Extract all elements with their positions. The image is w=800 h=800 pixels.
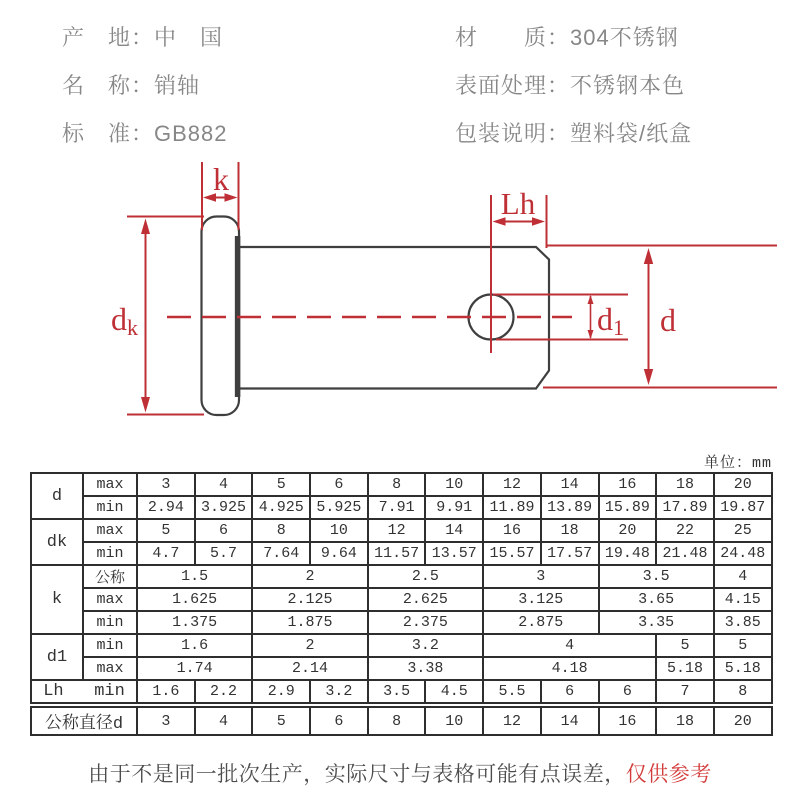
table-cell: 5.925 <box>310 496 368 519</box>
table-cell: 21.48 <box>656 542 714 565</box>
info-origin: 产 地：中 国 <box>62 25 224 50</box>
table-cell: 2.14 <box>252 657 367 680</box>
table-cell: 2.5 <box>368 565 483 588</box>
table-cell: 19.48 <box>599 542 657 565</box>
table-cell: 11.57 <box>368 542 426 565</box>
table-cell: k <box>31 565 83 634</box>
table-cell: 6 <box>195 519 253 542</box>
info-packaging: 包装说明：塑料袋/纸盒 <box>455 121 693 146</box>
table-cell: max <box>83 657 137 680</box>
table-cell: 4.18 <box>483 657 656 680</box>
table-row <box>31 496 772 519</box>
table-cell: Lh min <box>31 680 137 705</box>
table-cell: 15.89 <box>599 496 657 519</box>
table-cell: 22 <box>656 519 714 542</box>
table-cell: 8 <box>252 519 310 542</box>
table-cell: 1.875 <box>252 611 367 634</box>
table-cell: 4 <box>714 565 772 588</box>
table-cell: min <box>83 611 137 634</box>
table-cell: 4.925 <box>252 496 310 519</box>
pin-head-outline <box>202 217 240 416</box>
table-cell: 13.57 <box>425 542 483 565</box>
table-cell: 9.64 <box>310 542 368 565</box>
table-cell: 2.94 <box>137 496 195 519</box>
disclaimer-note <box>0 758 800 788</box>
table-cell: 13.89 <box>541 496 599 519</box>
table-cell: 2.125 <box>252 588 367 611</box>
table-cell: 6 <box>599 680 657 705</box>
table-row <box>31 611 772 634</box>
table-cell: 2.625 <box>368 588 483 611</box>
table-cell: 3.35 <box>599 611 714 634</box>
dim-label-dk: dk <box>111 301 138 340</box>
table-cell: 8 <box>368 473 426 496</box>
table-cell: 20 <box>714 705 772 735</box>
table-cell: 4 <box>195 705 253 735</box>
table-cell: 6 <box>541 680 599 705</box>
table-cell: 16 <box>599 473 657 496</box>
dim-label-k: k <box>213 161 229 197</box>
table-cell: 3.85 <box>714 611 772 634</box>
table-cell: 18 <box>656 473 714 496</box>
table-row <box>31 542 772 565</box>
table-cell: 8 <box>368 705 426 735</box>
table-cell: 3 <box>483 565 598 588</box>
disclaimer-highlight: 仅供参考 <box>625 763 712 786</box>
table-cell: 公称直径d <box>31 705 137 735</box>
unit-label: 单位：mm <box>703 455 772 472</box>
info-finish: 表面处理：不锈钢本色 <box>455 73 686 98</box>
table-row <box>31 634 772 657</box>
table-cell: 6 <box>310 705 368 735</box>
table-cell: 公称 <box>83 565 137 588</box>
table-cell: 8 <box>714 680 772 705</box>
table-cell: max <box>83 473 137 496</box>
table-cell: 4.7 <box>137 542 195 565</box>
table-row <box>31 705 772 735</box>
table-cell: 2.9 <box>252 680 310 705</box>
table-cell: 11.89 <box>483 496 541 519</box>
table-cell: 5.18 <box>656 657 714 680</box>
dim-dk <box>111 217 204 415</box>
table-cell: 4.15 <box>714 588 772 611</box>
table-cell: 3 <box>137 705 195 735</box>
table-row <box>31 565 772 588</box>
table-row <box>31 473 772 496</box>
table-cell: 5 <box>656 634 714 657</box>
table-cell: 3.2 <box>368 634 483 657</box>
table-cell: 12 <box>483 705 541 735</box>
table-cell: 20 <box>714 473 772 496</box>
table-cell: 2.2 <box>195 680 253 705</box>
info-material: 材 质：304不锈钢 <box>455 25 679 50</box>
table-cell: 10 <box>425 473 483 496</box>
dim-label-d: d <box>660 302 676 338</box>
table-cell: 2 <box>252 565 367 588</box>
table-cell: max <box>83 588 137 611</box>
table-cell: 14 <box>425 519 483 542</box>
info-name: 名 称：销轴 <box>62 73 201 98</box>
table-cell: 3.5 <box>368 680 426 705</box>
table-cell: d1 <box>31 634 83 680</box>
dim-label-d1: d1 <box>597 301 624 340</box>
dim-label-lh: Lh <box>500 186 536 221</box>
table-cell: 1.625 <box>137 588 252 611</box>
table-cell: 3.5 <box>599 565 714 588</box>
table-cell: 4 <box>195 473 253 496</box>
table-cell: 3.125 <box>483 588 598 611</box>
table-cell: 19.87 <box>714 496 772 519</box>
table-row <box>31 519 772 542</box>
table-cell: min <box>83 542 137 565</box>
table-cell: 2.875 <box>483 611 598 634</box>
table-cell: 7 <box>656 680 714 705</box>
table-row <box>31 657 772 680</box>
table-cell: 12 <box>368 519 426 542</box>
disclaimer-text: 由于不是同一批次生产，实际尺寸与表格可能有点误差， <box>88 763 626 786</box>
spec-table <box>30 472 773 736</box>
table-cell: 1.74 <box>137 657 252 680</box>
table-cell: 12 <box>483 473 541 496</box>
table-cell: 3.65 <box>599 588 714 611</box>
table-cell: 5 <box>714 634 772 657</box>
table-cell: 5 <box>137 519 195 542</box>
table-cell: 20 <box>599 519 657 542</box>
table-cell: 14 <box>541 705 599 735</box>
table-cell: 16 <box>483 519 541 542</box>
table-cell: 5.5 <box>483 680 541 705</box>
table-cell: 16 <box>599 705 657 735</box>
table-cell: 24.48 <box>714 542 772 565</box>
table-cell: 3.38 <box>368 657 483 680</box>
table-cell: min <box>83 496 137 519</box>
table-cell: 3 <box>137 473 195 496</box>
table-cell: 17.89 <box>656 496 714 519</box>
table-cell: 17.57 <box>541 542 599 565</box>
table-cell: 4 <box>483 634 656 657</box>
table-cell: max <box>83 519 137 542</box>
table-cell: 1.5 <box>137 565 252 588</box>
table-cell: 2 <box>252 634 367 657</box>
table-cell: d <box>31 473 83 519</box>
table-cell: min <box>83 634 137 657</box>
table-cell: 10 <box>310 519 368 542</box>
spec-table-body <box>31 473 772 735</box>
dim-d <box>543 246 777 388</box>
table-cell: 4.5 <box>425 680 483 705</box>
table-cell: 18 <box>541 519 599 542</box>
table-cell: 5.18 <box>714 657 772 680</box>
table-cell: 9.91 <box>425 496 483 519</box>
table-cell: 7.91 <box>368 496 426 519</box>
table-cell: 7.64 <box>252 542 310 565</box>
table-row <box>31 588 772 611</box>
table-cell: 5 <box>252 705 310 735</box>
table-row <box>31 680 772 705</box>
table-cell: 18 <box>656 705 714 735</box>
table-cell: 5 <box>252 473 310 496</box>
table-cell: 3.2 <box>310 680 368 705</box>
table-cell: 5.7 <box>195 542 253 565</box>
table-cell: 2.375 <box>368 611 483 634</box>
table-cell: 25 <box>714 519 772 542</box>
table-cell: 1.375 <box>137 611 252 634</box>
table-cell: dk <box>31 519 83 565</box>
table-cell: 14 <box>541 473 599 496</box>
table-cell: 1.6 <box>137 634 252 657</box>
table-cell: 6 <box>310 473 368 496</box>
table-cell: 3.925 <box>195 496 253 519</box>
table-cell: 1.6 <box>137 680 195 705</box>
table-cell: 15.57 <box>483 542 541 565</box>
info-standard: 标 准：GB882 <box>62 121 228 146</box>
table-cell: 10 <box>425 705 483 735</box>
